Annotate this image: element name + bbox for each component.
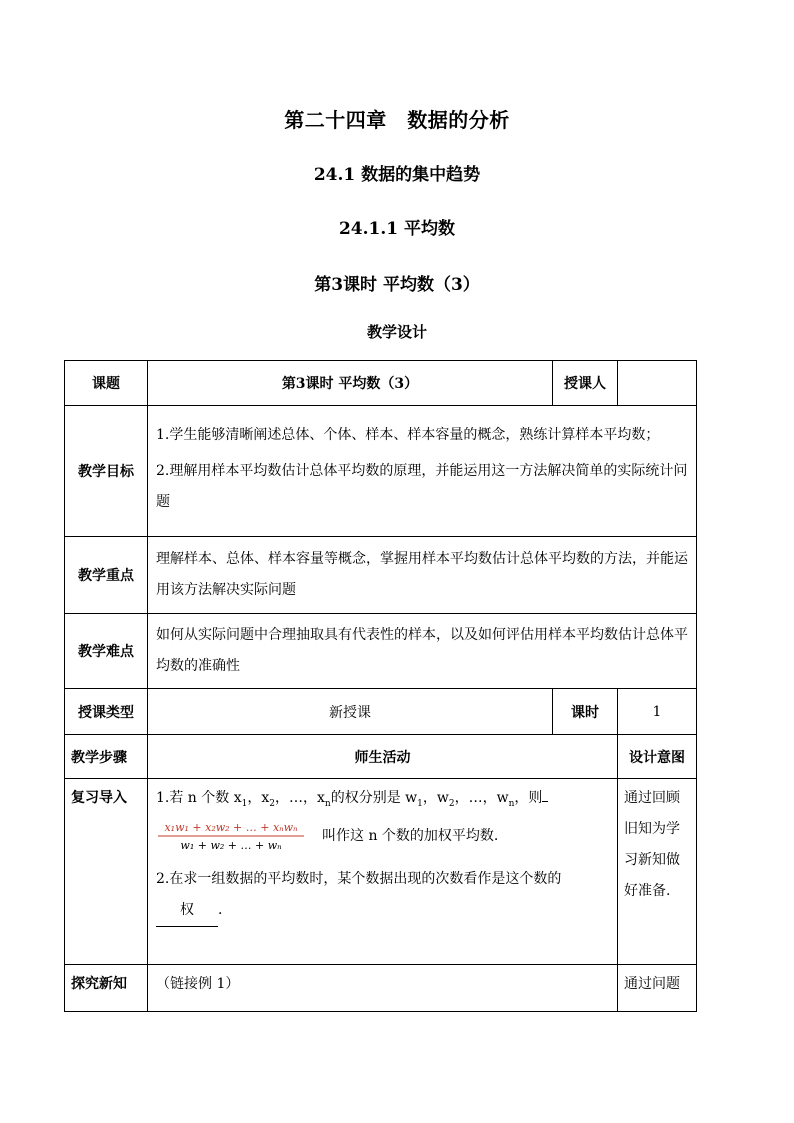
explore-label: 探究新知 [65, 965, 148, 1012]
goal-item: 1.学生能够清晰阐述总体、个体、样本、样本容量的概念，熟练计算样本平均数； [156, 427, 660, 443]
section-title: 24.1 数据的集中趋势 [313, 165, 481, 185]
focus-label: 教学重点 [65, 537, 148, 614]
goals-text [148, 406, 697, 537]
review-question-1-answer [156, 818, 609, 854]
difficulty-label: 教学难点 [65, 614, 148, 689]
explore-activity: （链接例 1） [148, 965, 618, 1012]
document-type: 教学设计 [366, 323, 427, 341]
type-label: 授课类型 [65, 689, 148, 735]
type-value: 新授课 [148, 689, 553, 735]
goals-row [65, 406, 697, 537]
q1-prefix: 1.若 n 个数 x [156, 790, 242, 806]
chapter-title: 第二十四章 数据的分析 [284, 108, 510, 132]
topic-label: 课题 [65, 361, 148, 406]
teacher-label: 授课人 [553, 361, 618, 406]
formula-denominator: w₁ + w₂ + … + wₙ [180, 838, 282, 852]
review-intent: 通过回顾旧知为学习新知做好准备. [618, 779, 697, 965]
hours-label: 课时 [553, 689, 618, 735]
steps-label: 教学步骤 [65, 735, 148, 779]
explore-row [65, 965, 697, 1012]
q1-suffix: 叫作这 n 个数的加权平均数. [322, 827, 499, 844]
topic-value: 第3课时 平均数（3） [148, 361, 553, 406]
goals-label: 教学目标 [65, 406, 148, 537]
focus-text: 理解样本、总体、样本容量等概念，掌握用样本平均数估计总体平均数的方法，并能运用该方法解决实际问题 [148, 537, 697, 614]
goal-item: 2.理解用样本平均数估计总体平均数的原理，并能运用这一方法解决简单的实际统计问题 [156, 463, 688, 510]
focus-row [65, 537, 697, 614]
review-question-2: 2.在求一组数据的平均数时，某个数据出现的次数看作是这个数的权 . [156, 864, 609, 927]
weighted-mean-formula [156, 818, 320, 854]
explore-intent: 通过问题 [618, 965, 697, 1012]
review-question-1: 1.若 n 个数 $x_1$，$x_2$，…，$x_n$的权分别是 $w_1$，$w_2$，…，$w_n$，则 [156, 783, 609, 820]
subsection-title: 24.1.1 平均数 [338, 219, 456, 239]
activity-label: 师生活动 [148, 735, 618, 779]
review-activity [148, 779, 618, 965]
fraction-graphic [156, 818, 320, 854]
review-row [65, 779, 697, 965]
q2-text: 2.在求一组数据的平均数时，某个数据出现的次数看作是这个数的 [156, 870, 562, 887]
difficulty-text: 如何从实际问题中合理抽取具有代表性的样本，以及如何评估用样本平均数估计总体平均数的准确性 [148, 614, 697, 689]
lesson-plan-table [64, 360, 697, 1012]
q2-answer-blank: 权 [156, 895, 218, 927]
intent-label: 设计意图 [618, 735, 697, 779]
q1-blank-tail [542, 801, 548, 802]
q1-mid: 的权分别是 w [330, 790, 418, 806]
q1-end: 则 [528, 790, 543, 806]
topic-row [65, 361, 697, 406]
hours-value: 1 [618, 689, 697, 735]
lesson-title: 第3课时 平均数（3） [314, 275, 480, 295]
formula-numerator: x₁w₁ + x₂w₂ + … + xₙwₙ [164, 820, 298, 834]
steps-header-row [65, 735, 697, 779]
type-row [65, 689, 697, 735]
difficulty-row [65, 614, 697, 689]
review-label: 复习导入 [65, 779, 148, 965]
teacher-value [618, 361, 697, 406]
